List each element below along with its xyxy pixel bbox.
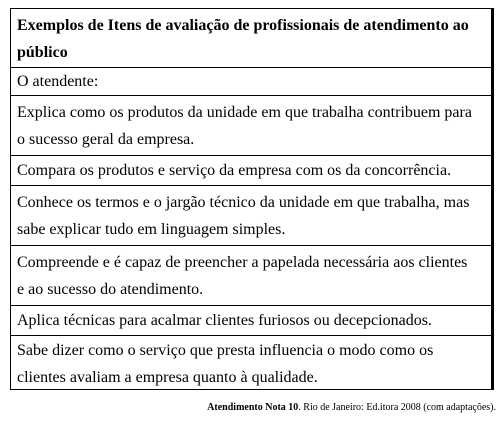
row-text: sabe explicar tudo em linguagem simples. — [17, 221, 286, 238]
row-text: Compara os produtos e serviço da empresa com os da concorrência. — [17, 162, 452, 179]
table-row — [11, 95, 492, 155]
table-header-line-1: Exemplos de Itens de avaliação de profissionais de atendimento ao — [17, 17, 469, 34]
source-details: . Rio de Janeiro: Ed.itora 2008 (com adaptações). — [298, 402, 496, 413]
table-row — [11, 245, 492, 305]
source-title: Atendimento Nota 10 — [207, 402, 299, 413]
table-row — [11, 305, 492, 335]
row-text: Explica como os produtos da unidade em que trabalha contribuem para — [17, 104, 472, 121]
row-text: clientes avaliam a empresa quanto à qualidade. — [17, 369, 318, 386]
table-row — [11, 67, 492, 95]
row-text: Sabe dizer como o serviço que presta influencia o modo como os — [17, 342, 434, 359]
row-text: Aplica técnicas para acalmar clientes furiosos ou decepcionados. — [17, 312, 432, 329]
row-text: o sucesso geral da empresa. — [17, 131, 195, 148]
row-text: O atendente: — [17, 73, 99, 90]
table-right-border — [492, 8, 494, 390]
table-row — [11, 335, 492, 390]
source-caption — [207, 401, 496, 415]
table-row — [11, 185, 492, 245]
table-header-line-2: público — [17, 44, 68, 61]
row-text: Conhece os termos e o jargão técnico da unidade em que trabalha, mas — [17, 194, 470, 211]
evaluation-items-table — [10, 8, 492, 390]
table-header — [11, 9, 492, 67]
row-text: Compreende e é capaz de preencher a papelada necessária aos clientes — [17, 254, 468, 271]
row-text: e ao sucesso do atendimento. — [17, 281, 204, 298]
table-row — [11, 155, 492, 185]
